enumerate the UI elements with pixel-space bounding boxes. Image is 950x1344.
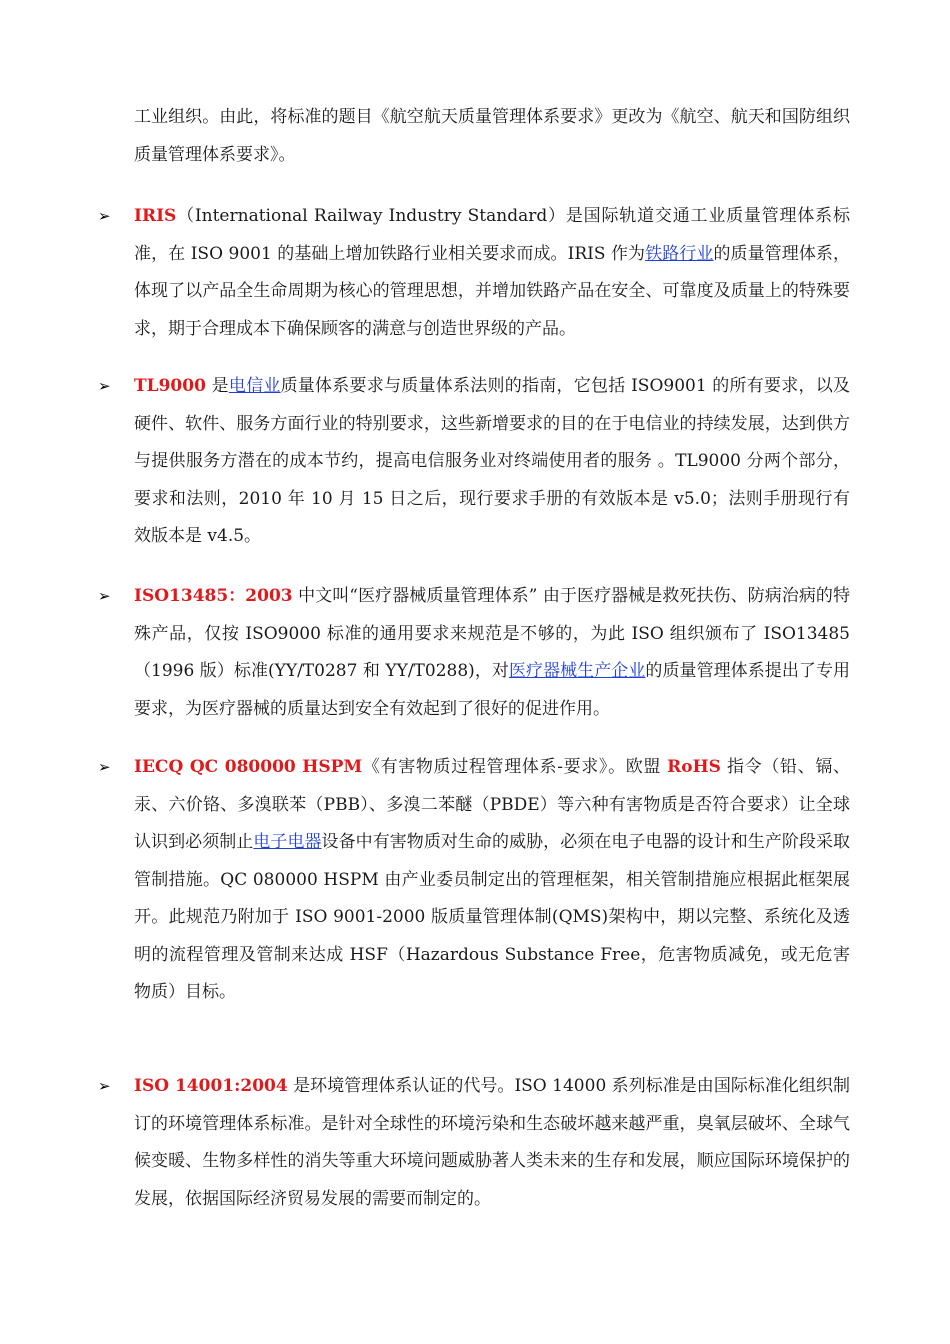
section-keyword-rohs: RoHS (667, 757, 721, 777)
link-telecom-industry[interactable]: 电信业 (228, 376, 281, 396)
section-keyword: IECQ QC 080000 HSPM (134, 757, 363, 777)
bullet-arrow-icon: ➢ (98, 1077, 111, 1095)
section-text: 质量体系要求与质量体系法则的指南，它包括 ISO9001 的所有要求，以及硬件、软件、服务方面行业的特别要求，这些新增要求的目的在于电信业的持续发展，达到供方与提供服务方潜在的成本节约，提高电信服务业对终端使用者的服务 。TL9000 分两个部分，要求和法则，2010 年 10 月 15 日之后，现行要求手册的有效版本是 v5.0；法则手册现行有效版本是 v4.5。 (134, 376, 851, 546)
section-text: （International Railway Industry Standard）是国际轨道交通工业质量管理体系标准，在 ISO 9001 的基础上增加铁路行业相关要求而成。IRIS 作为 (134, 206, 850, 264)
bullet-arrow-icon: ➢ (98, 377, 111, 395)
link-medical-device-manufacturer[interactable]: 医疗器械生产企业 (508, 661, 646, 681)
section-iso13485 (134, 578, 850, 728)
section-text: 指令（铅、镉、汞、六价铬、多溴联苯（PBB）、多溴二苯醚（PBDE）等六种有害物质是否符合要求）让全球认识到必须制止 (134, 757, 850, 852)
section-text: 是 (205, 376, 229, 396)
link-electronic-appliances[interactable]: 电子电器 (253, 832, 322, 852)
section-iecq-hspm (134, 749, 850, 1012)
section-text: 中文叫“医疗器械质量管理体系” 由于医疗器械是救死扶伤、防病治病的特殊产品，仅按 ISO9000 标准的通用要求来规范是不够的，为此 ISO 组织颁布了 ISO13485（1996 版）标准(YY/T0287 和 YY/T0288)，对 (134, 586, 850, 681)
intro-text: 工业组织。由此，将标准的题目《航空航天质量管理体系要求》更改为《航空、航天和国防组织质量管理体系要求》。 (134, 107, 850, 165)
section-text: 设备中有害物质对生命的威胁，必须在电子电器的设计和生产阶段采取管制措施。QC 080000 HSPM 由产业委员制定出的管理框架，相关管制措施应根据此框架展开。此规范乃附加于 ISO 9001-2000 版质量管理体制(QMS)架构中，期以完整、系统化及透明的流程管理及管制来达成 HSF（Hazardous Substance Free，危害物质减免，或无危害物质）目标。 (134, 832, 851, 1002)
section-keyword: TL9000 (134, 376, 206, 396)
section-text: 的质量管理体系，体现了以产品全生命周期为核心的管理思想，并增加铁路产品在安全、可靠度及质量上的特殊要求，期于合理成本下确保顾客的满意与创造世界级的产品。 (134, 243, 851, 339)
section-keyword: ISO13485：2003 (134, 586, 293, 606)
section-iris (134, 198, 850, 348)
intro-paragraph (134, 99, 850, 174)
section-tl9000 (134, 368, 850, 556)
section-keyword: ISO 14001:2004 (134, 1076, 288, 1096)
section-text: 的质量管理体系提出了专用要求，为医疗器械的质量达到安全有效起到了很好的促进作用。 (134, 661, 851, 719)
bullet-arrow-icon: ➢ (98, 207, 111, 225)
section-keyword: IRIS (134, 206, 177, 226)
section-iso14001 (134, 1068, 850, 1218)
bullet-arrow-icon: ➢ (98, 758, 111, 776)
section-text: 是环境管理体系认证的代号。ISO 14000 系列标准是由国际标准化组织制订的环境管理体系标准。是针对全球性的环境污染和生态破坏越来越严重，臭氧层破坏、全球气候变暖、生物多样性的消失等重大环境问题威胁著人类未来的生存和发展，顺应国际环境保护的发展，依据国际经济贸易发展的需要而制定的。 (134, 1076, 850, 1209)
bullet-arrow-icon: ➢ (98, 587, 111, 605)
link-railway-industry[interactable]: 铁路行业 (645, 243, 714, 264)
section-text: 《有害物质过程管理体系-要求》。欧盟 (362, 757, 668, 777)
